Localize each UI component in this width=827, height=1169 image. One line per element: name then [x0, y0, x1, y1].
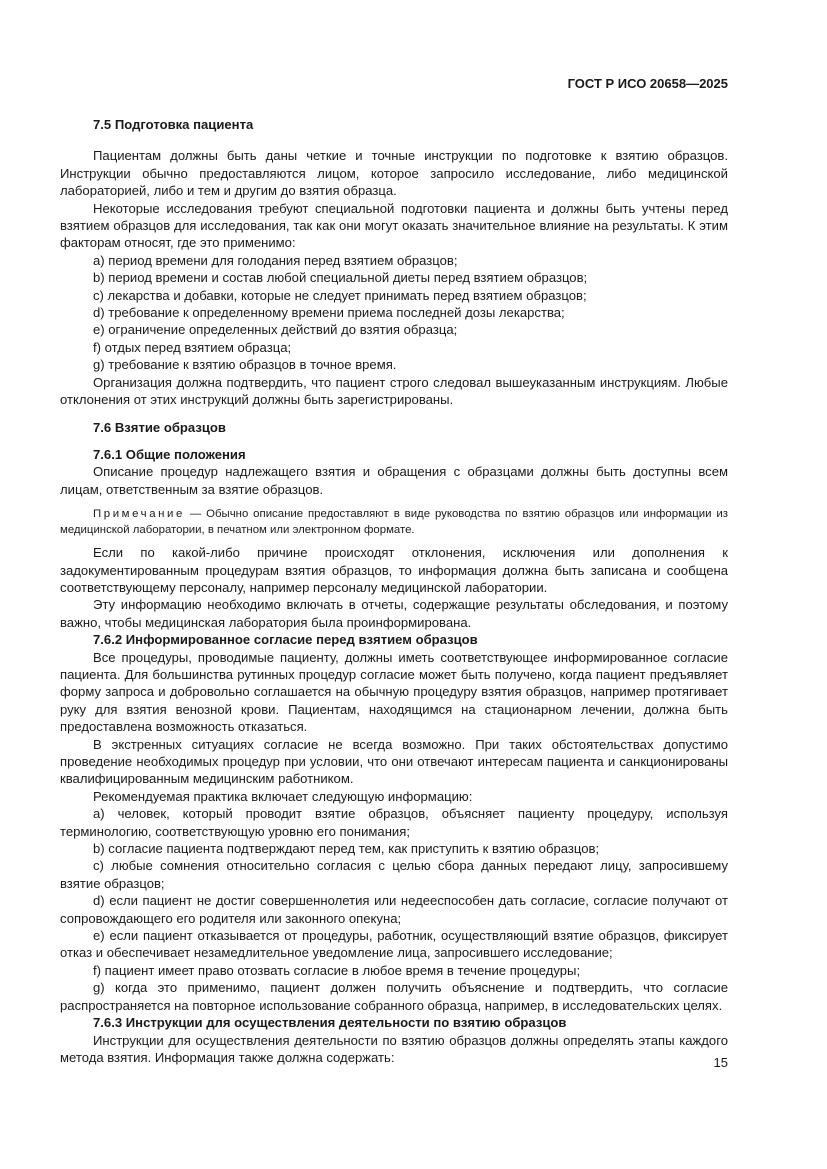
- list-item: f) отдых перед взятием образца;: [93, 339, 292, 355]
- paragraph: Пациентам должны быть даны четкие и точные инструкции по подготовке к взятию образцов. Инструкции обычно предоставляются лицом, которое запросило исследование, либо медицинской лабораторией, либо и тем и другим до взятия образца.: [60, 148, 728, 199]
- paragraph: Эту информацию необходимо включать в отчеты, содержащие результаты обследования, и поэтому важно, чтобы медицинская лаборатория была проинформирована.: [60, 597, 728, 630]
- document-standard-id: ГОСТ Р ИСО 20658—2025: [567, 76, 728, 91]
- list-item: а) период времени для голодания перед взятием образцов;: [93, 252, 458, 268]
- section-7-5-heading: 7.5 Подготовка пациента: [93, 117, 254, 132]
- note: [60, 506, 728, 538]
- note-text: — Обычно описание предоставляют в виде руководства по взятию образцов или информации из медицинской лаборатории, в печатном или электронном формате.: [60, 508, 728, 537]
- page-number: 15: [713, 1055, 728, 1070]
- list-item: e) если пациент отказывается от процедуры, работник, осуществляющий взятие образцов, фиксирует отказ и обеспечивает незамедлительное уведомление лица, запросившего исследование;: [60, 928, 728, 961]
- paragraph: Если по какой-либо причине происходят отклонения, исключения или дополнения к задокументированным процедурам взятия образцов, то информация должна быть записана и сообщена соответствующему персоналу, например персоналу медицинской лаборатории.: [60, 545, 728, 595]
- subsection-7-6-2-heading: 7.6.2 Информированное согласие перед взятием образцов: [93, 632, 478, 648]
- paragraph: Организация должна подтвердить, что пациент строго следовал вышеуказанным инструкциям. Любые отклонения от этих инструкций должны быть зарегистрированы.: [60, 374, 728, 408]
- list-item: f) пациент имеет право отозвать согласие в любое время в течение процедуры;: [93, 962, 581, 978]
- paragraph: Все процедуры, проводимые пациенту, должны иметь соответствующее информированное согласие пациента. Для большинства рутинных процедур согласие может быть получено, когда пациент предъявляет форму запроса и добровольно соглашается на обычную процедуру взятия образцов, например протягивает руку для взятия венозной крови. Пациентам, находящимся на стационарном лечении, должна быть предоставлена возможность отказаться.: [60, 649, 728, 735]
- list-item: d) если пациент не достиг совершеннолетия или недееспособен дать согласие, согласие получают от сопровождающего его родителя или законного опекуна;: [60, 893, 728, 926]
- page-content: [60, 116, 728, 1066]
- list-item: а) человек, который проводит взятие образцов, объясняет пациенту процедуру, используя терминологию, соответствующую уровню его понимания;: [60, 806, 728, 839]
- paragraph: Инструкции для осуществления деятельности по взятию образцов должны определять этапы каждого метода взятия. Информация также должна содержать:: [60, 1032, 728, 1065]
- paragraph: В экстренных ситуациях согласие не всегда возможно. При таких обстоятельствах допустимо проведение необходимых процедур при условии, что они отвечают интересам пациента и санкционированы квалифицированным медицинским работником.: [60, 736, 728, 787]
- list-item: d) требование к определенному времени приема последней дозы лекарства;: [93, 305, 565, 321]
- list-item: g) требование к взятию образцов в точное время.: [93, 357, 397, 373]
- list-item: e) ограничение определенных действий до взятия образца;: [93, 322, 458, 338]
- list-item: b) период времени и состав любой специальной диеты перед взятием образцов;: [93, 270, 588, 286]
- list-item: c) лекарства и добавки, которые не следует принимать перед взятием образцов;: [93, 287, 587, 303]
- section-7-6-heading: 7.6 Взятие образцов: [93, 419, 226, 435]
- paragraph: Описание процедур надлежащего взятия и обращения с образцами должны быть доступны всем лицам, ответственным за взятие образцов.: [60, 464, 728, 497]
- list-item: c) любые сомнения относительно согласия с целью сбора данных передают лицу, запросившему взятие образцов;: [60, 858, 728, 891]
- subsection-7-6-3-heading: 7.6.3 Инструкции для осуществления деятельности по взятию образцов: [93, 1015, 567, 1031]
- list-item: b) согласие пациента подтверждают перед тем, как приступить к взятию образцов;: [93, 841, 600, 857]
- paragraph: Рекомендуемая практика включает следующую информацию:: [93, 788, 473, 804]
- list-item: g) когда это применимо, пациент должен получить объяснение и подтвердить, что согласие распространяется на повторное использование собранного образца, например, в исследовательских целях.: [60, 980, 728, 1013]
- subsection-7-6-1-heading: 7.6.1 Общие положения: [93, 446, 246, 462]
- note-label: Примечание: [93, 508, 185, 521]
- paragraph: Некоторые исследования требуют специальной подготовки пациента и должны быть учтены перед взятием образцов для исследования, так как они могут оказать значительное влияние на результаты. К этим факторам относят, где это применимо:: [60, 200, 728, 251]
